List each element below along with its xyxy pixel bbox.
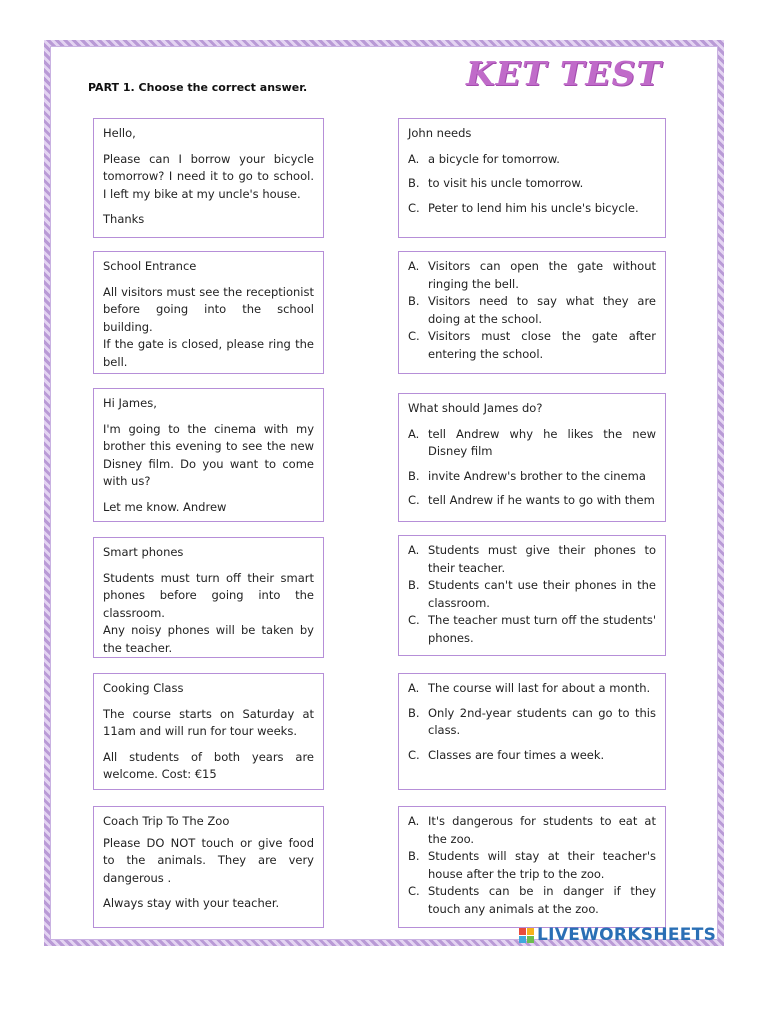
notice-box-2 <box>93 251 324 374</box>
option-text: tell Andrew why he likes the new Disney film <box>428 426 656 458</box>
options-box-1 <box>398 118 666 238</box>
option-text: a bicycle for tomorrow. <box>428 151 560 166</box>
option-letter: B. <box>408 705 420 720</box>
option-text: The course will last for about a month. <box>428 681 651 695</box>
options-box-4 <box>398 535 666 656</box>
options-box-5 <box>398 673 666 790</box>
option-letter: A. <box>408 681 420 695</box>
option-letter: B. <box>408 294 420 308</box>
option-letter: A. <box>408 151 420 166</box>
option-5a[interactable] <box>408 680 656 698</box>
notice-3-heading: Hi James, <box>103 396 157 410</box>
notice-2-footer: If the gate is closed, please ring the bell. <box>103 337 314 369</box>
notice-5-heading: Cooking Class <box>103 681 184 695</box>
notice-2-heading: School Entrance <box>103 259 197 273</box>
option-text: The teacher must turn off the students' phones. <box>428 613 656 645</box>
option-letter: C. <box>408 747 420 762</box>
page-title: KET TEST <box>466 54 662 93</box>
notice-5-body: The course starts on Saturday at 11am and will run for tour weeks. <box>103 706 314 738</box>
option-text: invite Andrew's brother to the cinema <box>428 468 646 483</box>
option-6a[interactable] <box>408 813 656 848</box>
option-letter: C. <box>408 200 420 215</box>
brand-text: LIVEWORKSHEETS <box>537 925 717 945</box>
option-letter: B. <box>408 468 420 483</box>
notice-4-footer: Any noisy phones will be taken by the teacher. <box>103 623 314 655</box>
option-text: Students will stay at their teacher's house after the trip to the zoo. <box>428 849 656 881</box>
liveworksheets-logo <box>519 924 716 946</box>
option-5c[interactable] <box>408 747 656 765</box>
option-1b[interactable] <box>408 175 656 193</box>
notice-box-5 <box>93 673 324 790</box>
option-text: Only 2nd-year students can go to this class. <box>428 705 656 737</box>
option-text: Students can't use their phones in the classroom. <box>428 578 656 610</box>
notice-5-footer: All students of both years are welcome. Cost: €15 <box>103 749 314 781</box>
option-letter: B. <box>408 578 420 592</box>
option-text: Visitors can open the gate without ringing the bell. <box>428 259 656 291</box>
notice-3-footer: Let me know. Andrew <box>103 499 227 514</box>
options-box-6 <box>398 806 666 928</box>
notice-box-6 <box>93 806 324 928</box>
notice-4-heading: Smart phones <box>103 545 184 559</box>
option-2c[interactable] <box>408 328 656 363</box>
option-4c[interactable] <box>408 612 656 647</box>
option-letter: C. <box>408 613 420 627</box>
notice-6-heading: Coach Trip To The Zoo <box>103 814 230 828</box>
notice-1-footer: Thanks <box>103 212 145 226</box>
option-text: Students must give their phones to their teacher. <box>428 543 656 575</box>
notice-2-body: All visitors must see the receptionist before going into the school building. <box>103 284 314 334</box>
question-1-stem: John needs <box>408 126 472 140</box>
option-2a[interactable] <box>408 258 656 293</box>
option-6c[interactable] <box>408 883 656 918</box>
option-letter: A. <box>408 814 420 828</box>
option-letter: C. <box>408 884 420 898</box>
option-3c[interactable] <box>408 492 656 510</box>
option-4a[interactable] <box>408 542 656 577</box>
option-3a[interactable] <box>408 426 656 461</box>
notice-1-heading: Hello, <box>103 126 136 140</box>
notice-3-body: I'm going to the cinema with my brother this evening to see the new Disney film. Do you want to come with us? <box>103 421 314 488</box>
option-text: Students can be in danger if they touch any animals at the zoo. <box>428 884 656 916</box>
option-letter: A. <box>408 259 420 273</box>
option-2b[interactable] <box>408 293 656 328</box>
option-text: Classes are four times a week. <box>428 747 605 762</box>
option-5b[interactable] <box>408 705 656 740</box>
option-1c[interactable] <box>408 200 656 218</box>
question-3-stem: What should James do? <box>408 401 543 415</box>
option-letter: B. <box>408 176 420 190</box>
notice-6-footer: Always stay with your teacher. <box>103 896 280 910</box>
option-4b[interactable] <box>408 577 656 612</box>
option-text: Visitors must close the gate after entering the school. <box>428 329 656 361</box>
option-letter: C. <box>408 493 420 507</box>
option-letter: B. <box>408 849 420 863</box>
option-text: to visit his uncle tomorrow. <box>428 176 584 190</box>
notice-6-body: Please DO NOT touch or give food to the animals. They are very dangerous . <box>103 835 314 885</box>
notice-1-body: Please can I borrow your bicycle tomorrow? I need it to go to school. I left my bike at my uncle's house. <box>103 151 314 201</box>
option-letter: A. <box>408 543 420 557</box>
options-box-2 <box>398 251 666 374</box>
option-3b[interactable] <box>408 468 656 486</box>
options-box-3 <box>398 393 666 522</box>
option-text: tell Andrew if he wants to go with them <box>428 493 655 507</box>
notice-box-3 <box>93 388 324 522</box>
instruction: PART 1. Choose the correct answer. <box>88 81 308 94</box>
logo-squares-icon <box>519 928 534 943</box>
option-6b[interactable] <box>408 848 656 883</box>
option-text: It's dangerous for students to eat at the zoo. <box>428 814 656 846</box>
option-1a[interactable] <box>408 151 656 169</box>
option-text: Peter to lend him his uncle's bicycle. <box>428 200 639 215</box>
option-letter: A. <box>408 426 420 441</box>
notice-box-4 <box>93 537 324 658</box>
option-letter: C. <box>408 329 420 343</box>
option-text: Visitors need to say what they are doing at the school. <box>428 294 656 326</box>
notice-4-body: Students must turn off their smart phones before going into the classroom. <box>103 570 314 620</box>
notice-box-1 <box>93 118 324 238</box>
